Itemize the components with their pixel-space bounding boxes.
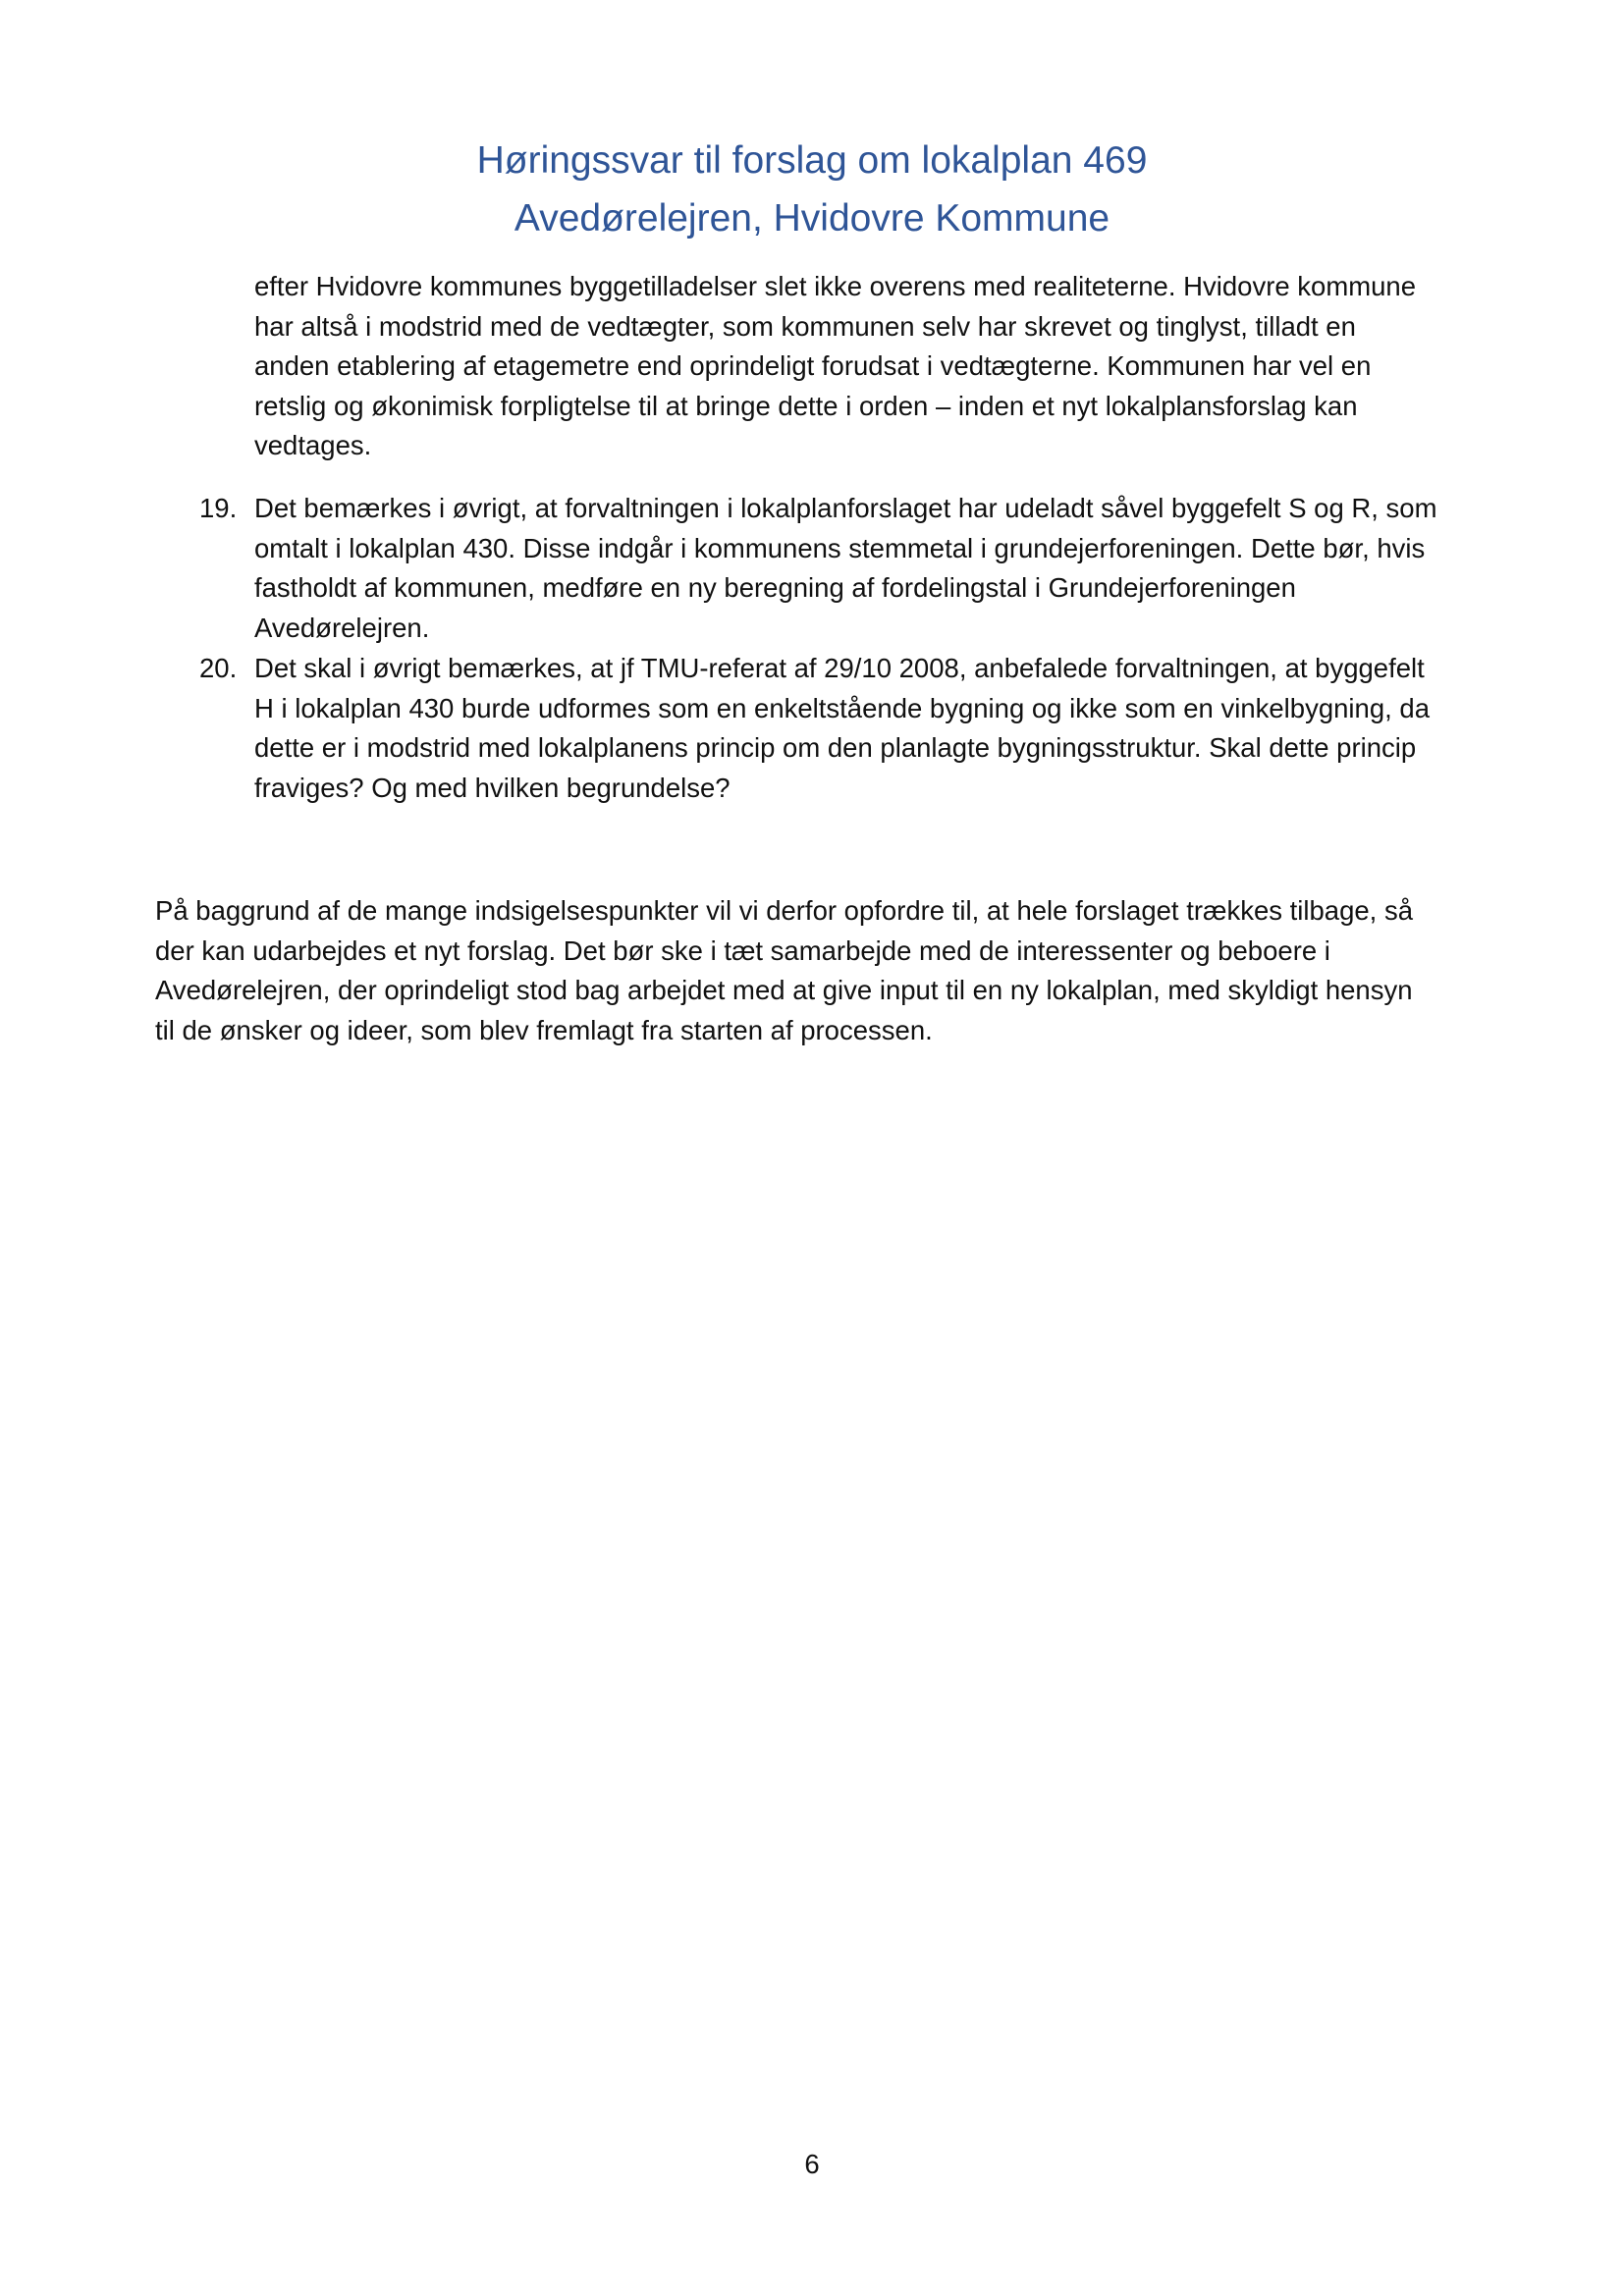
continued-paragraph <box>254 267 1472 466</box>
text-line: retslig og økonimisk forpligtelse til at bringe dette i orden – inden et nyt lokalplansforslag kan <box>254 390 1358 421</box>
list-item-19 <box>199 489 1472 648</box>
header-title-line-2: Avedørelejren, Hvidovre Kommune <box>514 197 1110 240</box>
text-line: til de ønsker og ideer, som blev fremlagt fra starten af processen. <box>155 1014 933 1045</box>
page-number: 6 <box>804 2149 820 2179</box>
text-line: der kan udarbejdes et nyt forslag. Det bør ske i tæt samarbejde med de interessenter og beboere i <box>155 934 1330 966</box>
text-line: Det bemærkes i øvrigt, at forvaltningen i lokalplanforslaget har udeladt såvel byggefelt S og R, som <box>254 493 1437 523</box>
text-line: fraviges? Og med hvilken begrundelse? <box>254 772 731 803</box>
text-line: H i lokalplan 430 burde udformes som en enkeltstående bygning og ikke som en vinkelbygning, da <box>254 692 1430 723</box>
text-line: fastholdt af kommunen, medføre en ny beregning af fordelingstal i Grundejerforeningen <box>254 572 1296 603</box>
text-line: efter Hvidovre kommunes byggetilladelser slet ikke overens med realiteterne. Hvidovre kommune <box>254 271 1417 301</box>
text-line: vedtages. <box>254 430 372 460</box>
text-line: Avedørelejren. <box>254 612 430 643</box>
text-line: Det skal i øvrigt bemærkes, at jf TMU-referat af 29/10 2008, anbefalede forvaltningen, at byggefelt <box>254 653 1425 683</box>
page-header <box>0 132 1624 247</box>
numbered-list <box>199 489 1472 809</box>
header-title-line-1: Høringssvar til forslag om lokalplan 469 <box>476 139 1148 182</box>
text-line: omtalt i lokalplan 430. Disse indgår i kommunens stemmetal i grundejerforeningen. Dette bør, hvis <box>254 532 1426 563</box>
list-item-number: 19. <box>199 493 238 523</box>
text-line: dette er i modstrid med lokalplanens princip om den planlagte bygningsstruktur. Skal dette princip <box>254 732 1417 763</box>
text-line: har altså i modstrid med de vedtægter, som kommunen selv har skrevet og tinglyst, tilladt en <box>254 310 1356 342</box>
list-item-number: 20. <box>199 653 238 683</box>
list-item-20 <box>199 649 1472 808</box>
text-line: Avedørelejren, der oprindeligt stod bag arbejdet med at give input til en ny lokalplan, med skyldigt hensyn <box>155 975 1413 1005</box>
text-line: På baggrund af de mange indsigelsespunkter vil vi derfor opfordre til, at hele forslaget trækkes tilbage, så <box>155 895 1413 926</box>
closing-paragraph <box>155 891 1473 1050</box>
text-line: anden etablering af etagemetre end oprindeligt forudsat i vedtægterne. Kommunen har vel en <box>254 350 1372 381</box>
